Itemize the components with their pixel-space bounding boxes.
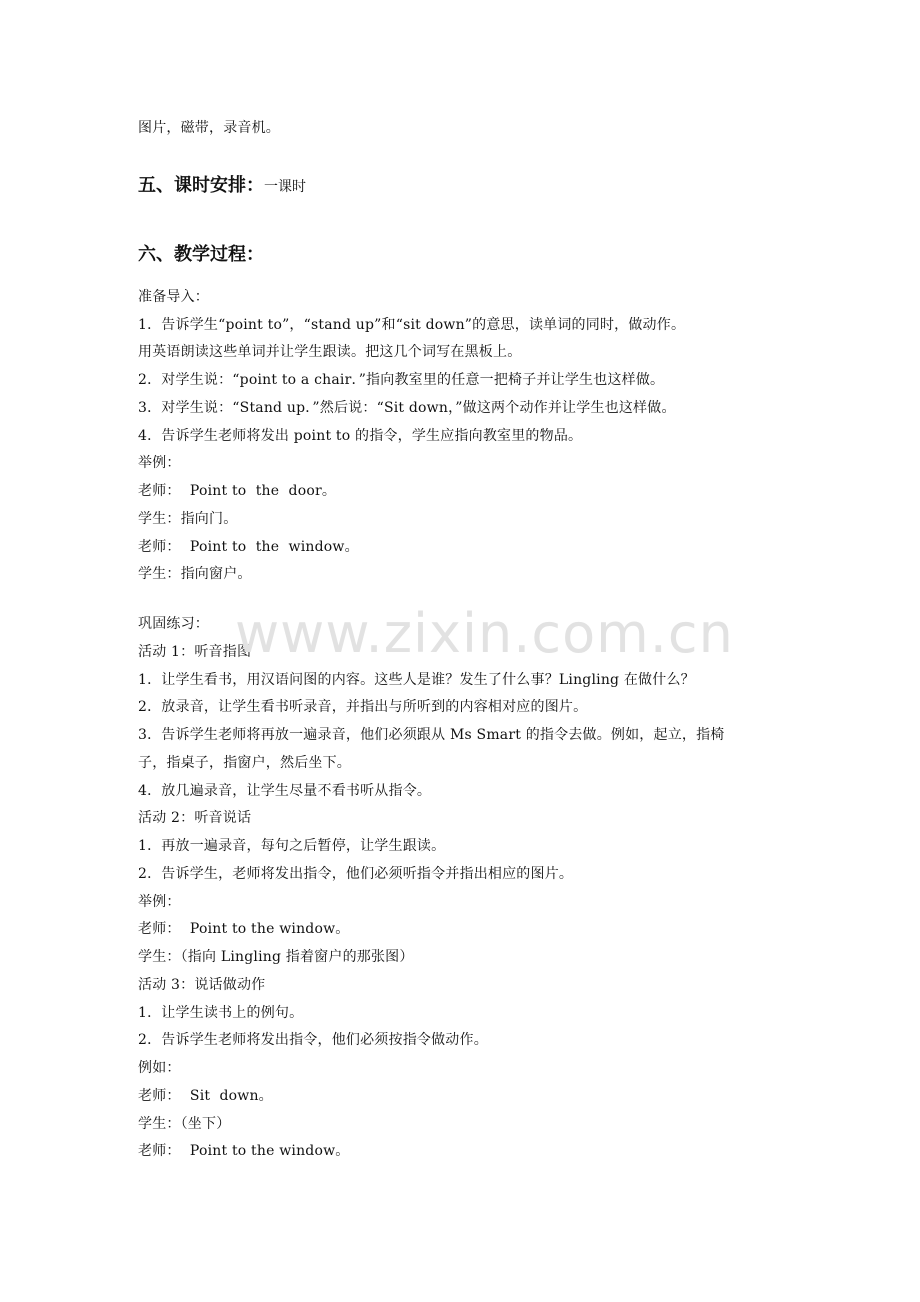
text-line: 举例： <box>138 894 181 910</box>
section-6-heading: 六、教学过程： <box>138 244 264 265</box>
text-line: 1．告诉学生“point to”，“stand up”和“sit down”的意思，读单词的同时，做动作。 <box>138 317 686 333</box>
text-line: 2．告诉学生，老师将发出指令，他们必须听指令并指出相应的图片。 <box>138 866 574 882</box>
section-5-heading <box>138 174 306 199</box>
text-line: 2．放录音，让学生看书听录音，并指出与所听到的内容相对应的图片。 <box>138 699 588 715</box>
text-line: 2．告诉学生老师将发出指令，他们必须按指令做动作。 <box>138 1032 488 1048</box>
watermark: www.zixin.com.cn <box>235 602 734 665</box>
text-line: 活动 1：听音指图 <box>138 644 252 660</box>
section-5-title: 五、课时安排： <box>138 175 264 196</box>
materials-line: 图片，磁带，录音机。 <box>138 120 280 136</box>
text-line: 学生：指向门。 <box>138 511 238 527</box>
text-line: 老师： Sit down。 <box>138 1088 273 1104</box>
text-line: 1．让学生读书上的例句。 <box>138 1005 304 1021</box>
section-5-value: 一课时 <box>264 179 306 195</box>
text-line: 例如： <box>138 1060 181 1076</box>
text-line: 老师： Point to the window。 <box>138 539 359 555</box>
text-line: 老师： Point to the window。 <box>138 1143 350 1159</box>
text-line: 2．对学生说：“point to a chair．”指向教室里的任意一把椅子并让学生也这样做。 <box>138 372 665 388</box>
text-line: 学生：指向窗户。 <box>138 566 252 582</box>
text-line: 巩固练习： <box>138 616 209 632</box>
text-line: 老师： Point to the door。 <box>138 483 337 499</box>
text-line: 准备导入： <box>138 289 209 305</box>
text-line: 3．告诉学生老师将再放一遍录音，他们必须跟从 Ms Smart 的指令去做。例如，起立，指椅 <box>138 727 725 743</box>
text-line: 3．对学生说：“Stand up．”然后说：“Sit down，”做这两个动作并让学生也这样做。 <box>138 400 676 416</box>
text-line: 用英语朗读这些单词并让学生跟读。把这几个词写在黑板上。 <box>138 344 522 360</box>
text-line: 活动 3：说话做动作 <box>138 977 266 993</box>
text-line: 子，指桌子，指窗户，然后坐下。 <box>138 755 351 771</box>
text-line: 老师： Point to the window。 <box>138 921 350 937</box>
text-line: 学生：（指向 Lingling 指着窗户的那张图） <box>138 949 414 965</box>
text-line: 举例： <box>138 455 181 471</box>
text-line: 1．让学生看书，用汉语问图的内容。这些人是谁？发生了什么事？Lingling 在做什么？ <box>138 672 695 688</box>
text-line: 1．再放一遍录音，每句之后暂停，让学生跟读。 <box>138 838 446 854</box>
text-line: 学生：（坐下） <box>138 1116 231 1132</box>
text-line: 4．告诉学生老师将发出 point to 的指令，学生应指向教室里的物品。 <box>138 428 583 444</box>
text-line: 4．放几遍录音，让学生尽量不看书听从指令。 <box>138 783 432 799</box>
text-line: 活动 2：听音说话 <box>138 810 252 826</box>
